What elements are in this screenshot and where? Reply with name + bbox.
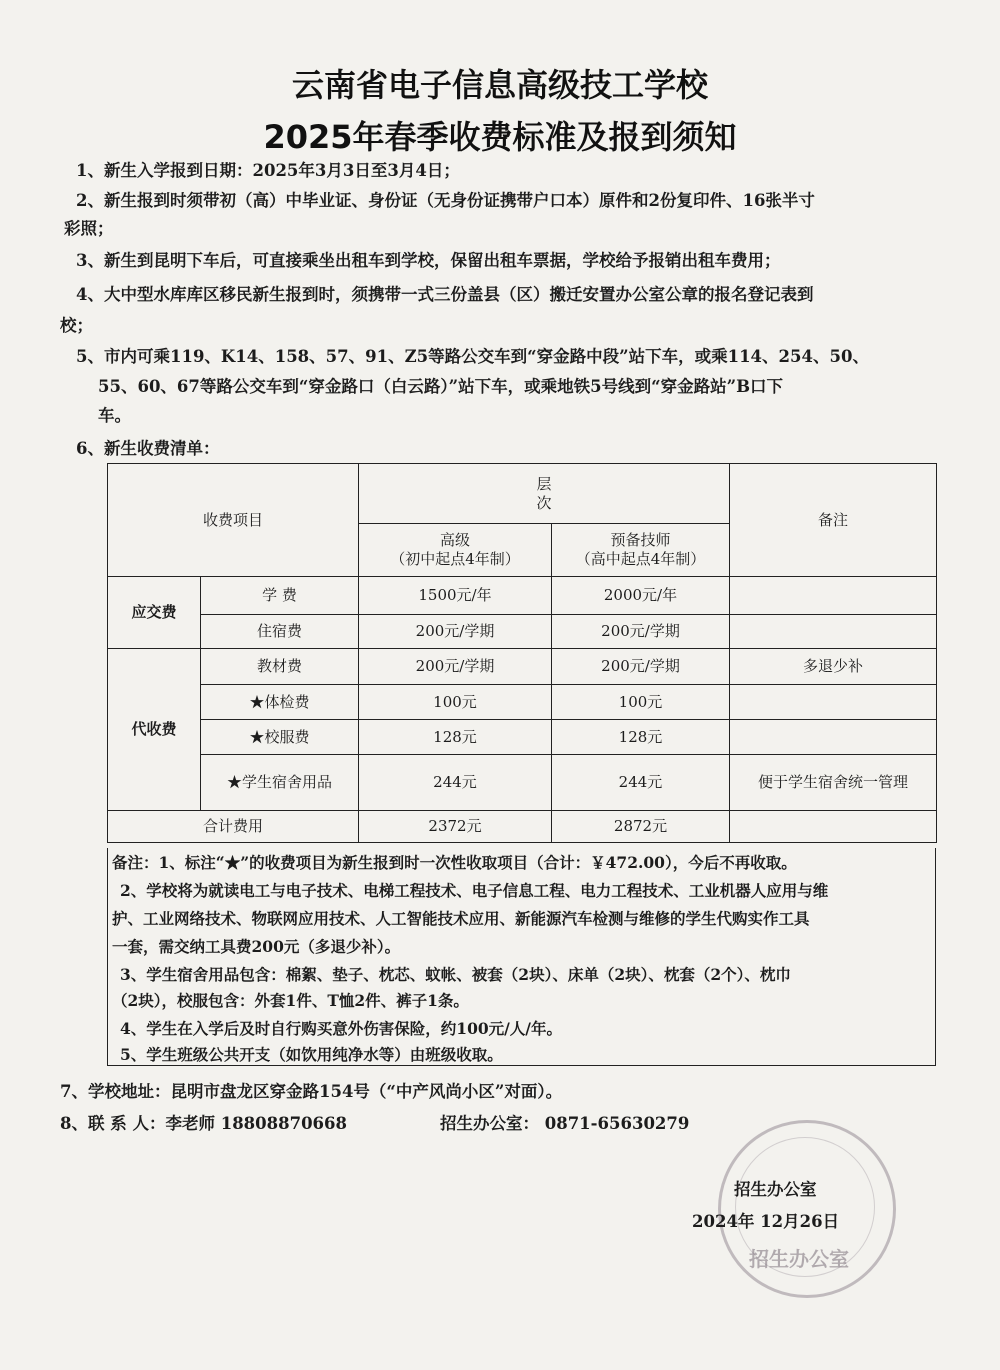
total-label: 合计费用 [108, 811, 359, 843]
header-item: 收费项目 [108, 464, 359, 577]
school-address: 7、学校地址：昆明市盘龙区穿金路154号（“中产风尚小区”对面）。 [60, 1082, 563, 1101]
header-senior: 高级 （初中起点4年制） [359, 524, 552, 577]
item-5-cont-1: 55、60、67等路公交车到“穿金路口（白云路）”站下车，或乘地铁5号线到“穿金路站”B口下 [98, 377, 784, 396]
item-2: 2、新生报到时须带初（高）中毕业证、身份证（无身份证携带户口本）原件和2份复印件、16张半寸 [76, 191, 815, 210]
group-required: 应交费 [108, 577, 201, 649]
note-4: 4、学生在入学后及时自行购买意外伤害保险，约100元/人/年。 [120, 1019, 562, 1038]
row-name: 教材费 [201, 649, 359, 685]
item-4-cont: 校； [60, 316, 93, 335]
row-remark [730, 577, 937, 615]
row-name: 学 费 [201, 577, 359, 615]
official-seal: 招生办公室 [718, 1120, 896, 1298]
header-remark: 备注 [730, 464, 937, 577]
note-2-cont-2: 一套，需交纳工具费200元（多退少补）。 [112, 937, 401, 956]
total-remark [730, 811, 937, 843]
header-technician: 预备技师 （高中起点4年制） [552, 524, 730, 577]
row-value-technician: 100元 [552, 685, 730, 720]
total-technician: 2872元 [552, 811, 730, 843]
header-level: 层 次 [359, 464, 730, 524]
row-value-technician: 2000元/年 [552, 577, 730, 615]
total-senior: 2372元 [359, 811, 552, 843]
signature-org: 招生办公室 [734, 1180, 817, 1199]
row-remark [730, 720, 937, 755]
row-remark: 多退少补 [730, 649, 937, 685]
row-remark [730, 615, 937, 649]
row-remark: 便于学生宿舍统一管理 [730, 755, 937, 811]
fee-table [107, 463, 937, 843]
note-1: 备注：1、标注“★”的收费项目为新生报到时一次性收取项目（合计：￥472.00），今后不再收取。 [112, 853, 797, 872]
row-value-technician: 200元/学期 [552, 615, 730, 649]
school-title: 云南省电子信息高级技工学校 [291, 66, 708, 104]
row-name: ★学生宿舍用品 [201, 755, 359, 811]
signature-date: 2024年 12月26日 [692, 1212, 840, 1231]
row-value-senior: 128元 [359, 720, 552, 755]
row-name: 住宿费 [201, 615, 359, 649]
row-name: ★体检费 [201, 685, 359, 720]
item-6: 6、新生收费清单： [76, 439, 220, 458]
row-value-senior: 100元 [359, 685, 552, 720]
row-value-senior: 1500元/年 [359, 577, 552, 615]
row-value-technician: 128元 [552, 720, 730, 755]
note-3: 3、学生宿舍用品包含：棉絮、垫子、枕芯、蚊帐、被套（2块）、床单（2块）、枕套（2个）、枕巾 [120, 965, 791, 984]
group-collected: 代收费 [108, 649, 201, 811]
note-2: 2、学校将为就读电工与电子技术、电梯工程技术、电子信息工程、电力工程技术、工业机器人应用与维 [120, 881, 829, 900]
notice-title: 2025年春季收费标准及报到须知 [263, 118, 737, 156]
item-4: 4、大中型水库库区移民新生报到时，须携带一式三份盖县（区）搬迁安置办公室公章的报名登记表到 [76, 285, 814, 304]
note-5: 5、学生班级公共开支（如饮用纯净水等）由班级收取。 [120, 1045, 503, 1064]
office-phone: 招生办公室： 0871-65630279 [440, 1114, 690, 1133]
item-1: 1、新生入学报到日期：2025年3月3日至3月4日； [76, 161, 460, 180]
row-remark [730, 685, 937, 720]
row-value-senior: 244元 [359, 755, 552, 811]
row-value-technician: 244元 [552, 755, 730, 811]
item-2-cont: 彩照； [64, 219, 114, 238]
notes-box [107, 848, 936, 1066]
item-5: 5、市内可乘119、K14、158、57、91、Z5等路公交车到“穿金路中段”站下车，或乘114、254、50、 [76, 347, 869, 366]
item-3: 3、新生到昆明下车后，可直接乘坐出租车到学校，保留出租车票据，学校给予报销出租车费用； [76, 251, 781, 270]
contact-person: 8、联 系 人：李老师 18808870668 [60, 1114, 348, 1133]
row-value-senior: 200元/学期 [359, 649, 552, 685]
note-3-cont: （2块），校服包含：外套1件、T恤2件、裤子1条。 [112, 991, 469, 1010]
note-2-cont-1: 护、工业网络技术、物联网应用技术、人工智能技术应用、新能源汽车检测与维修的学生代购实作工具 [112, 909, 810, 928]
row-value-senior: 200元/学期 [359, 615, 552, 649]
item-5-cont-2: 车。 [98, 406, 131, 425]
row-name: ★校服费 [201, 720, 359, 755]
row-value-technician: 200元/学期 [552, 649, 730, 685]
